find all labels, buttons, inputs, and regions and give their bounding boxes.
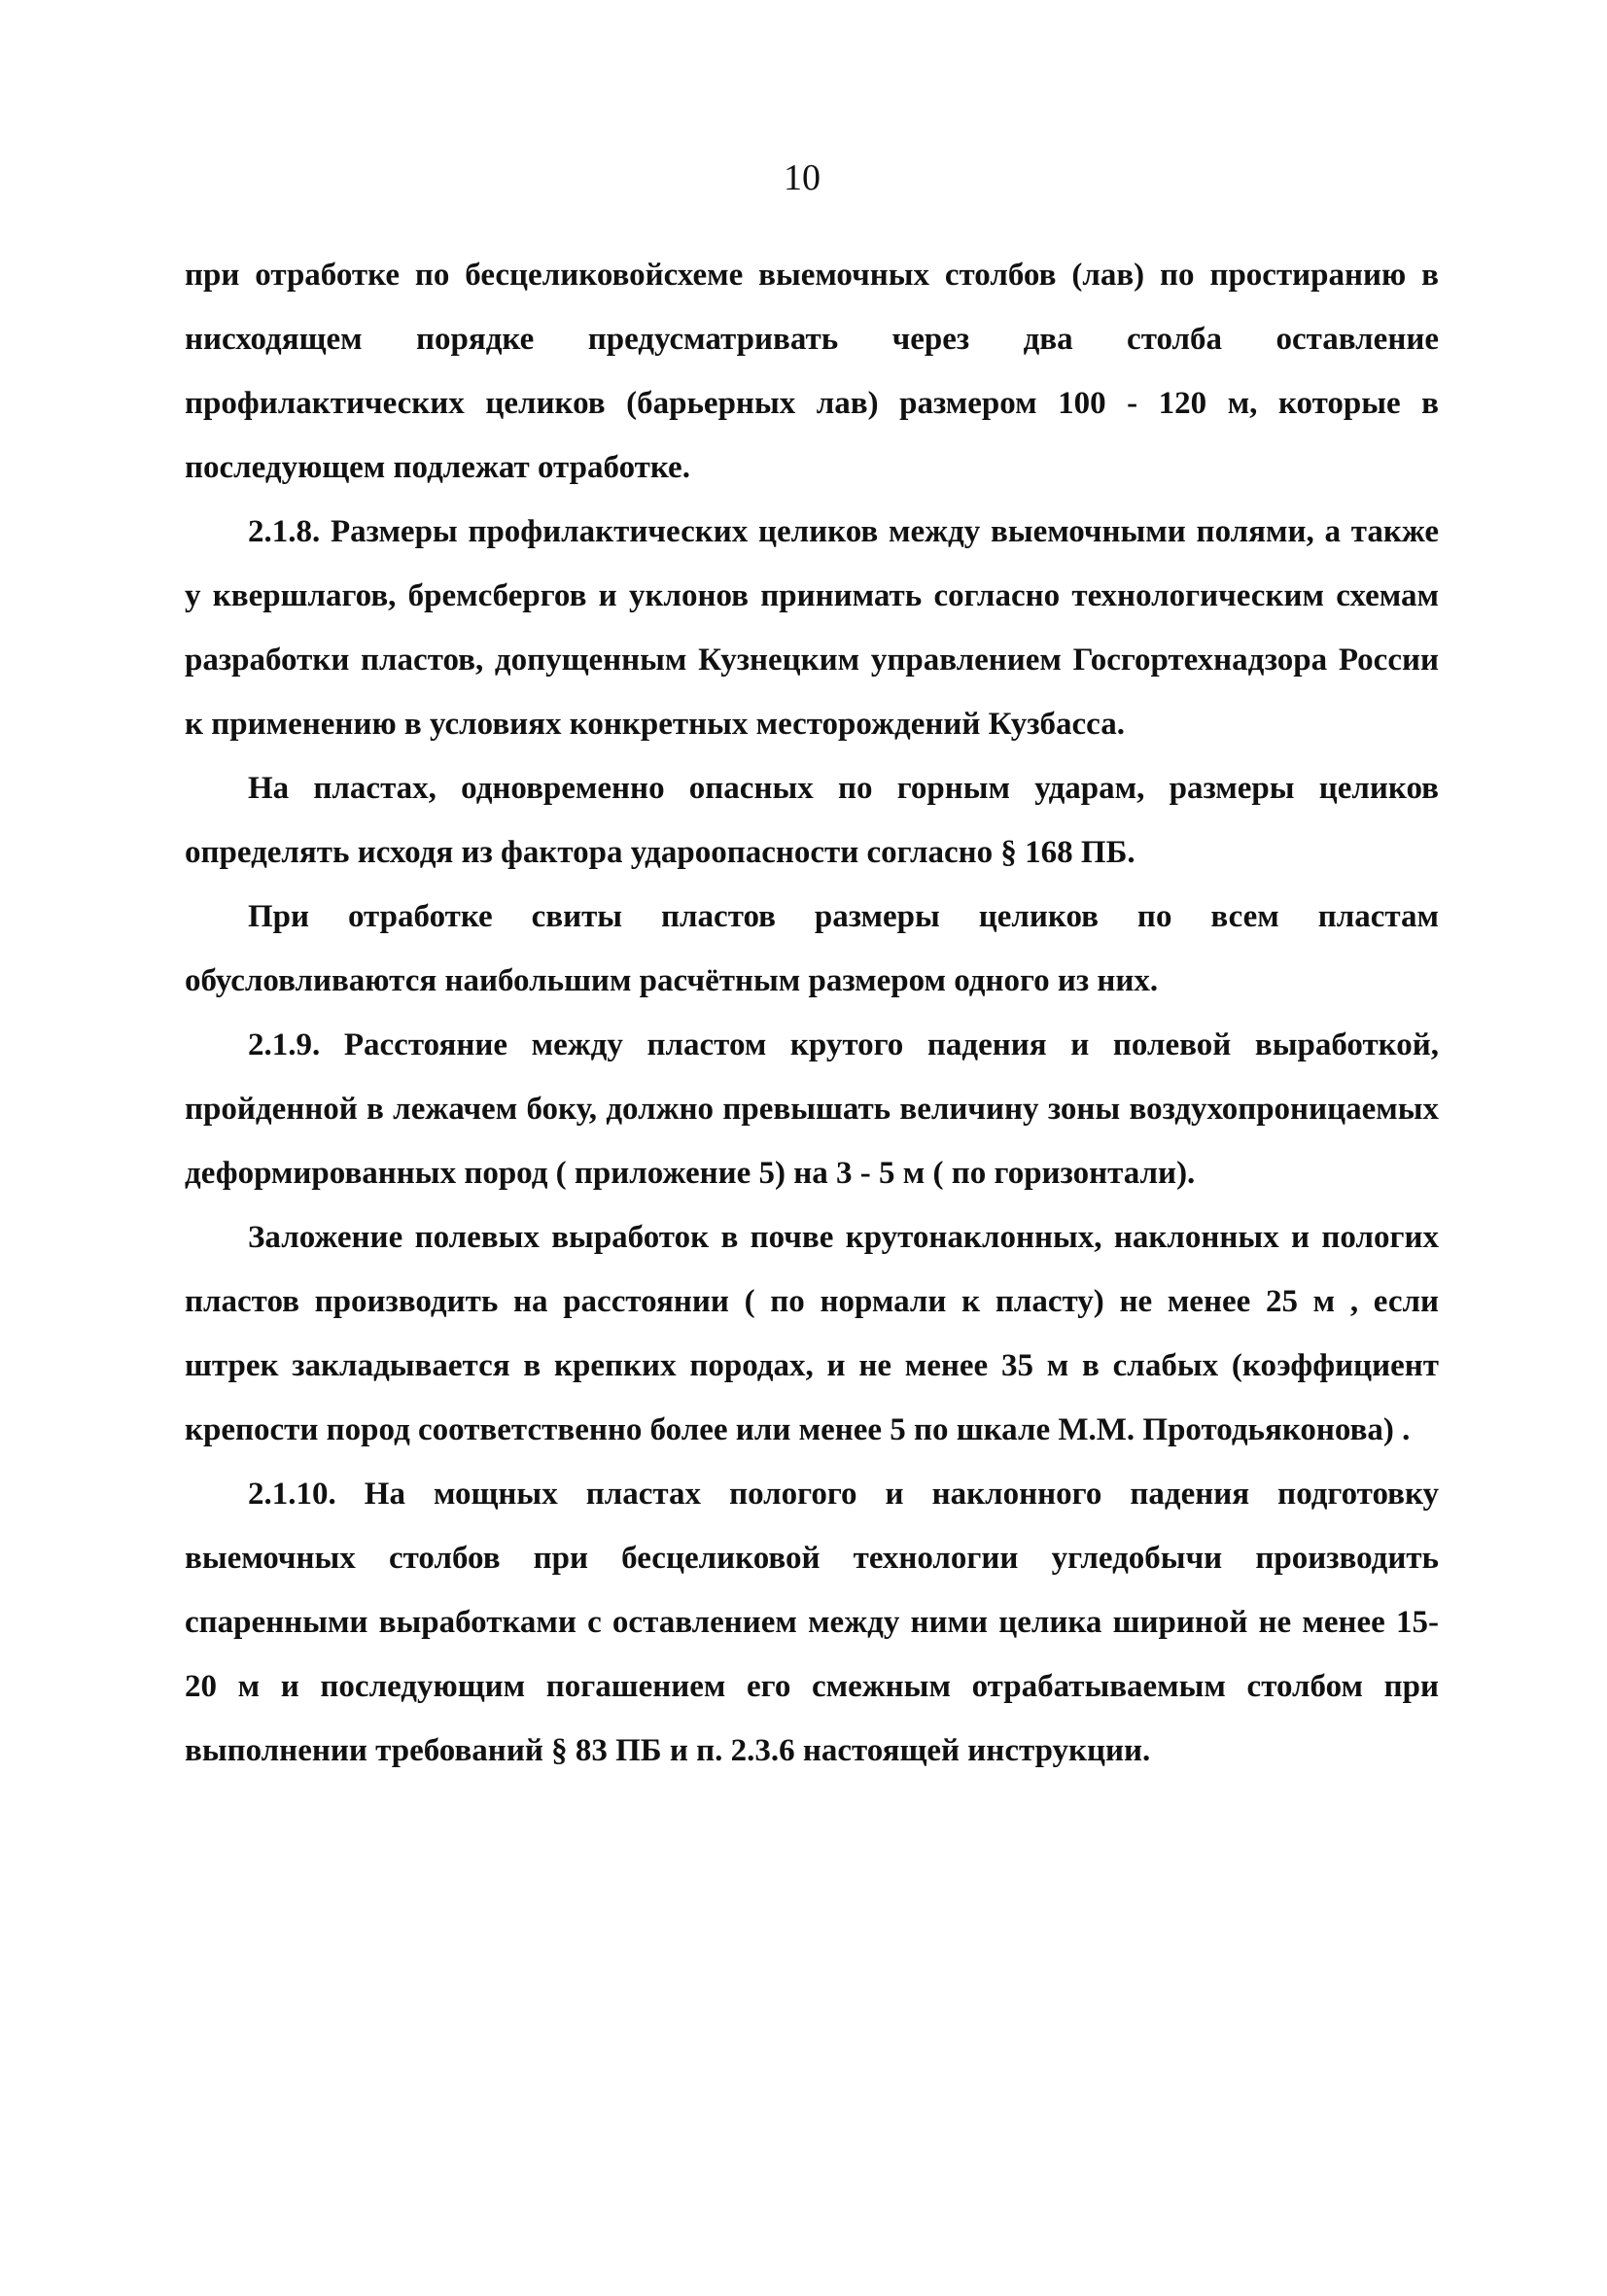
page-number: 10 xyxy=(784,157,821,198)
paragraph-2-1-10: 2.1.10. На мощных пластах пологого и наклонного падения подготовку выемочных столбов при бесцеликовой технологии угледобычи производить спаренными выработками с оставлением между ними целика шириной не менее 15-20 м и последующим погашением его смежным отрабатываемым столбом при выполнении требований § 83 ПБ и п. 2.3.6 настоящей инструкции. xyxy=(185,1477,1439,1768)
paragraph-2-1-8: 2.1.8. Размеры профилактических целиков между выемочными полями, а также у квершлагов, бремсбергов и уклонов принимать согласно технологическим схемам разработки пластов, допущенным Кузнецким управлением Госгортехнадзора России к применению в условиях конкретных месторождений Кузбасса. xyxy=(185,514,1439,742)
document-body xyxy=(185,243,1439,1783)
paragraph-field-workings: Заложение полевых выработок в почве крутонаклонных, наклонных и пологих пластов производить на расстоянии ( по нормали к пласту) не менее 25 м , если штрек закладывается в крепких породах, и не менее 35 м в слабых (коэффициент крепости пород соответственно более или менее 5 по шкале М.М. Протодьяконова) . xyxy=(185,1220,1439,1447)
paragraph-seam-suite: При отработке свиты пластов размеры целиков по всем пластам обусловливаются наибольшим расчётным размером одного из них. xyxy=(185,899,1439,998)
paragraph-rockburst-pillars: На пластах, одновременно опасных по горным ударам, размеры целиков определять исходя из фактора удароопасности согласно § 168 ПБ. xyxy=(185,771,1439,870)
paragraph-2-1-9: 2.1.9. Расстояние между пластом крутого падения и полевой выработкой, пройденной в лежачем боку, должно превышать величину зоны воздухопроницаемых деформированных пород ( приложение 5) на 3 - 5 м ( по горизонтали). xyxy=(185,1027,1439,1191)
paragraph-continuation: при отработке по бесцеликовойсхеме выемочных столбов (лав) по простиранию в нисходящем порядке предусматривать через два столба оставление профилактических целиков (барьерных лав) размером 100 - 120 м, которые в последующем подлежат отработке. xyxy=(185,258,1439,485)
